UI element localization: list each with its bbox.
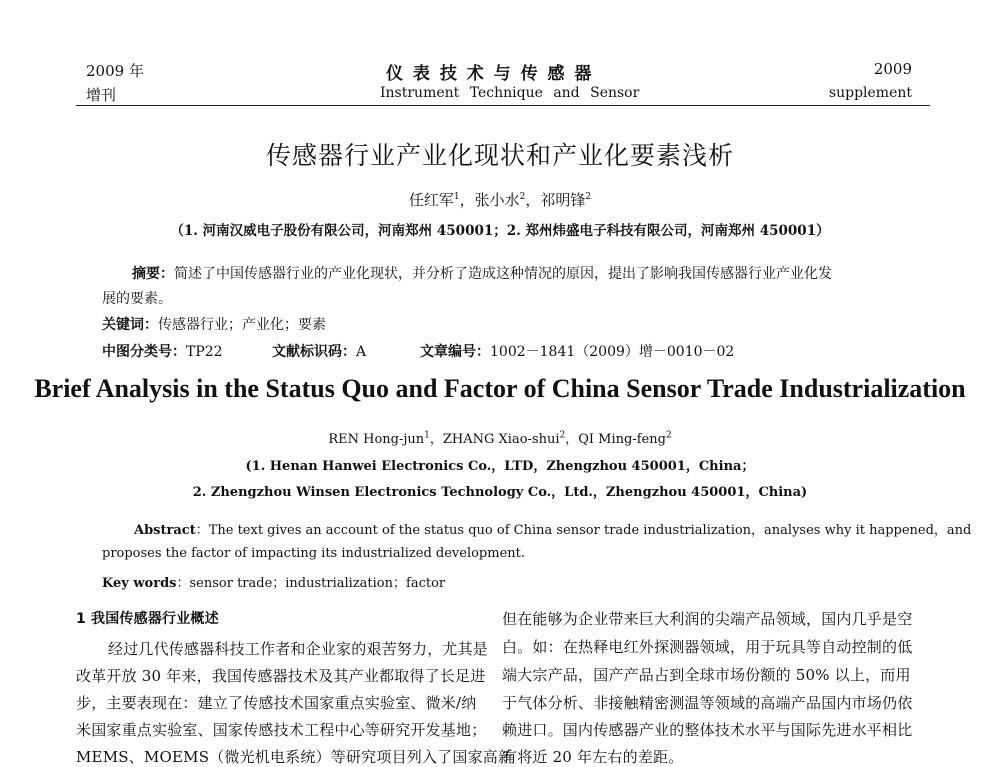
author-affil-mark: 1 [453,192,460,202]
affiliations-cn: （1. 河南汉威电子股份有限公司，河南郑州 450001；2. 郑州炜盛电子科技有限公司，河南郑州 450001） [170,223,830,239]
author-affil-mark: 2 [665,430,672,441]
affiliations-en-line1: (1. Henan Hanwei Electronics Co.，LTD，Zhengzhou 450001，China； [245,459,755,474]
abstract-en-label: Abstract [134,523,196,538]
author-affil-mark: 2 [559,430,566,441]
authors-cn [0,189,1000,210]
affiliations-en-line2: 2. Zhengzhou Winsen Electronics Technology Co.，Ltd.，Zhengzhou 450001，China) [192,485,808,500]
author-name: QI Ming-feng [578,432,666,447]
section-heading: 1 我国传感器行业概述 [76,611,219,627]
article-number-value: 1002－1841（2009）增－0010－02 [490,344,735,360]
abstract-cn-label: 摘要： [132,266,174,282]
right-col-line: 有将近 20 年左右的差距。 [502,748,684,766]
abstract-cn-line1 [132,263,832,283]
author-name: REN Hong-jun [328,432,425,447]
abstract-cn-text: 简述了中国传感器行业的产业化现状，并分析了造成这种情况的原因，提出了影响我国传感器行业产业化发 [174,266,832,282]
article-number [420,341,734,361]
paper-title-en: Brief Analysis in the Status Quo and Factor of China Sensor Trade Industrialization [34,374,966,403]
left-col-line: 步，主要表现在：建立了传感技术国家重点实验室、微米/纳 [76,694,477,712]
left-col-line: 米国家重点实验室、国家传感技术工程中心等研究开发基地； [76,721,487,739]
author-sep: ， [565,432,579,447]
keywords-cn-label: 关键词： [102,317,158,333]
clc-label: 中图分类号： [102,344,186,360]
clc-number [102,341,223,361]
abstract-en-text: ：The text gives an account of the status quo of China sensor trade industrialization，analyses why it happened，and [195,523,972,538]
keywords-en-label: Key words [102,576,177,591]
paper-title-cn: 传感器行业产业化现状和产业化要素浅析 [265,141,734,170]
left-col-line: 改革开放 30 年来，我国传感器技术及其产业都取得了长足进 [76,667,486,685]
keywords-en-text: ：sensor trade；industrialization；factor [176,576,446,591]
article-number-label: 文章编号： [420,344,490,360]
right-col-line: 白。如：在热释电红外探测器领域，用于玩具等自动控制的低 [502,638,913,656]
keywords-cn [102,314,326,334]
abstract-en-line2: proposes the factor of impacting its industrialized development. [102,546,526,561]
header-year-en: 2009 [873,60,912,78]
author-sep: ， [459,191,475,209]
journal-name-cn: 仪 表 技 术 与 传 感 器 [386,64,594,84]
left-col-line: 经过几代传感器科技工作者和企业家的艰苦努力，尤其是 [108,640,489,658]
author-sep: ， [525,191,541,209]
author-name: 祁明锋 [540,191,586,209]
doc-code-label: 文献标识码： [272,344,356,360]
abstract-cn-line2: 展的要素。 [102,291,172,307]
author-affil-mark: 2 [585,192,592,202]
keywords-cn-text: 传感器行业；产业化；要素 [158,317,326,333]
header-issue-en: supplement [828,85,912,101]
left-col-line: MEMS、MOEMS（微光机电系统）等研究项目列入了国家高新 [76,748,514,766]
journal-name-en: Instrument Technique and Sensor [380,85,640,101]
keywords-en [102,572,445,591]
right-col-line: 端大宗产品，国产产品占到全球市场份额的 50% 以上，而用 [502,666,911,684]
author-name: 张小水 [474,191,520,209]
header-issue: 增刊 [86,86,117,104]
author-affil-mark: 1 [424,430,430,441]
authors-en [0,428,1000,447]
right-col-line: 但在能够为企业带来巨大利润的尖端产品领域，国内几乎是空 [502,610,913,628]
header-year: 2009 年 [86,62,144,80]
right-col-line: 于气体分析、非接触精密测温等领域的高端产品国内市场仍依 [502,694,913,712]
author-name: 任红军 [408,191,454,209]
clc-value: TP22 [186,344,223,360]
abstract-en-line1 [134,519,971,538]
author-name: ZHANG Xiao-shui [442,432,560,447]
author-affil-mark: 2 [519,192,526,202]
doc-code [272,341,366,361]
header-rule [76,105,930,106]
right-col-line: 赖进口。国内传感器产业的整体技术水平与国际先进水平相比 [502,721,913,739]
author-sep: ， [429,432,443,447]
doc-code-value: A [356,344,367,360]
